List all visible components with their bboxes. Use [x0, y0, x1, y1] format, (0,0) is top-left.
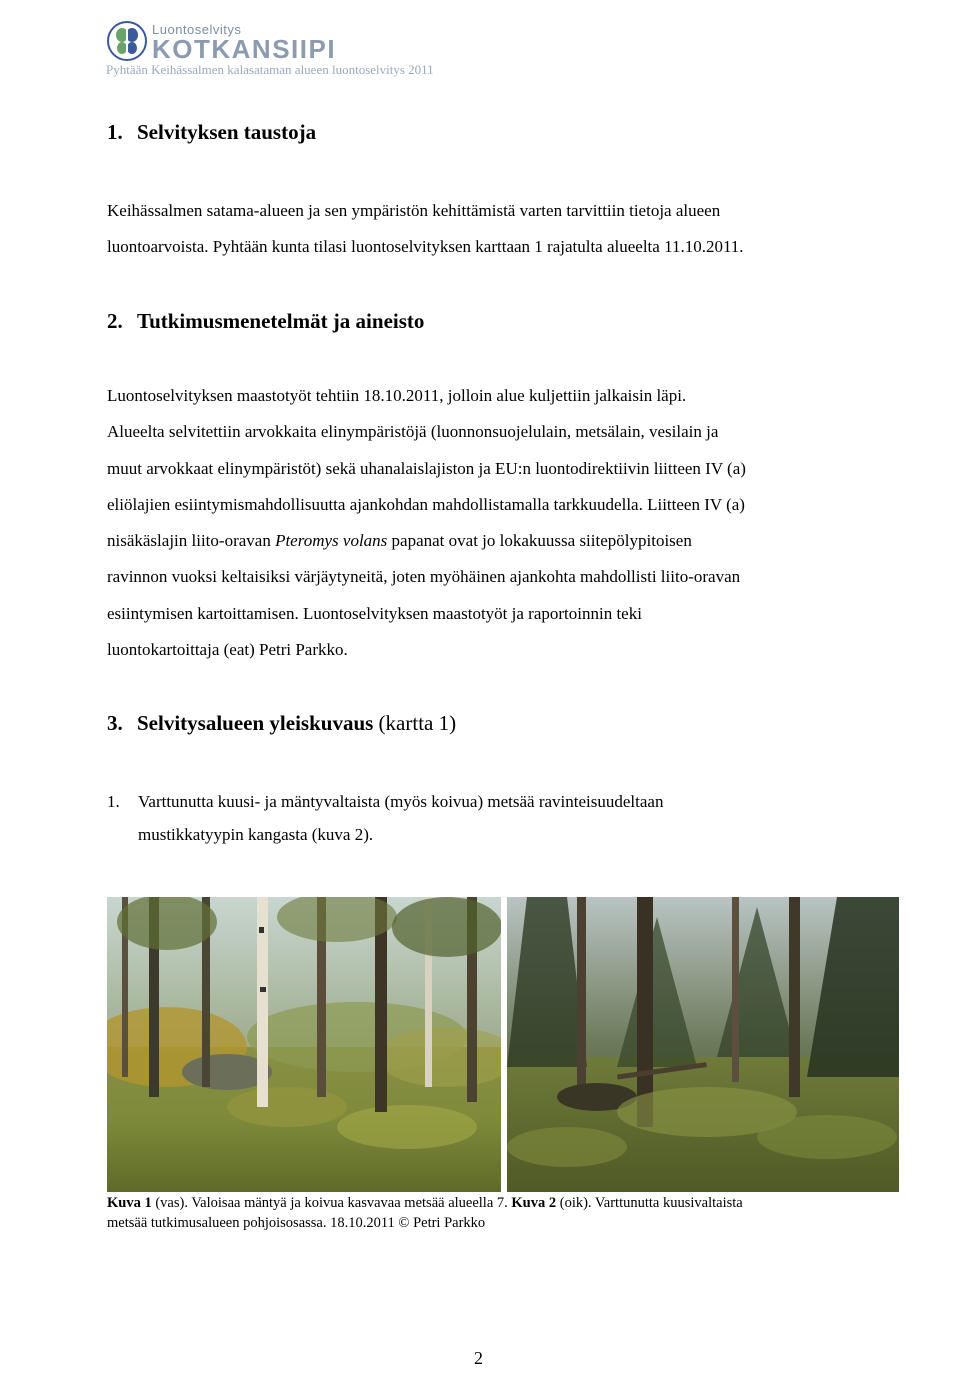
numbered-list: [107, 785, 897, 855]
text-line: ravinnon vuoksi keltaisiksi värjäytyneitä, joten myöhäinen ajankohta mahdollisti liito-oravan: [107, 567, 741, 587]
text-line: luontokartoittaja (eat) Petri Parkko.: [107, 640, 348, 660]
text-line: Luontoselvityksen maastotyöt tehtiin 18.10.2011, jolloin alue kuljettiin jalkaisin läpi.: [107, 386, 687, 405]
list-item-number: 1.: [107, 792, 120, 811]
photo-2-spruce-forest: [507, 897, 899, 1192]
photo-caption: [107, 1193, 743, 1233]
text-line: [107, 531, 692, 550]
text-line: mustikkatyypin kangasta (kuva 2).: [138, 825, 374, 844]
section-2-heading: [107, 309, 424, 334]
text-line: esiintymisen kartoittamisen. Luontoselvityksen maastotyöt ja raportoinnin teki: [107, 603, 642, 623]
logo-subtitle: Luontoselvitys: [152, 22, 242, 37]
section-2-paragraph: [107, 378, 897, 668]
logo-name: KOTKANSIIPI: [152, 34, 337, 64]
caption-text: (vas). Valoisaa mäntyä ja koivua kasvavaa metsää alueella 7.: [151, 1195, 512, 1211]
butterfly-logo-icon: [106, 20, 148, 62]
section-1-paragraph: [107, 193, 897, 266]
caption-text: metsää tutkimusalueen pohjoisosassa. 18.10.2011 © Petri Parkko: [107, 1215, 486, 1231]
species-name: Pteromys volans: [275, 531, 388, 551]
text-line: luontoarvoista. Pyhtään kunta tilasi luontoselvityksen karttaan 1 rajatulta alueelta 11.10.2011.: [107, 237, 744, 257]
text-run: papanat ovat jo lokakuussa siitepölypitoisen: [387, 531, 692, 551]
section-title: Selvitysalueen yleiskuvaus: [137, 711, 374, 735]
caption-label: Kuva 1: [107, 1195, 152, 1211]
photo-1-pine-birch-forest: [107, 897, 501, 1192]
text-run: nisäkäslajin liito-oravan: [107, 531, 276, 551]
section-1-heading: [107, 120, 316, 145]
text-line: Keihässalmen satama-alueen ja sen ympäristön kehittämistä varten tarvittiin tietoja alueen: [107, 201, 721, 220]
text-line: Varttunutta kuusi- ja mäntyvaltaista (myös koivua) metsää ravinteisuudeltaan: [138, 792, 664, 811]
section-number: 1.: [107, 120, 123, 144]
section-title-suffix: (kartta 1): [373, 711, 457, 735]
page-number: 2: [474, 1348, 483, 1368]
logo: [106, 20, 148, 62]
text-line: Alueelta selvitettiin arvokkaita elinympäristöjä (luonnonsuojelulain, metsälain, vesilain ja: [107, 422, 719, 442]
text-line: eliölajien esiintymismahdollisuutta ajankohdan mahdollistamalla tarkkuudella. Liitteen IV (a): [107, 494, 745, 514]
text-line: muut arvokkaat elinympäristöt) sekä uhanalaislajiston ja EU:n luontodirektiivin liitteen IV (a): [107, 458, 746, 478]
list-item-text: [138, 785, 663, 851]
caption-label: Kuva 2: [511, 1195, 557, 1211]
section-title: Selvityksen taustoja: [137, 120, 317, 144]
running-title: Pyhtään Keihässalmen kalasataman alueen luontoselvitys 2011: [106, 62, 434, 77]
section-3-heading: [107, 711, 456, 736]
section-number: 2.: [107, 309, 123, 333]
section-title: Tutkimusmenetelmät ja aineisto: [137, 309, 425, 333]
section-number: 3.: [107, 711, 123, 735]
caption-text: (oik). Varttunutta kuusivaltaista: [556, 1195, 743, 1211]
